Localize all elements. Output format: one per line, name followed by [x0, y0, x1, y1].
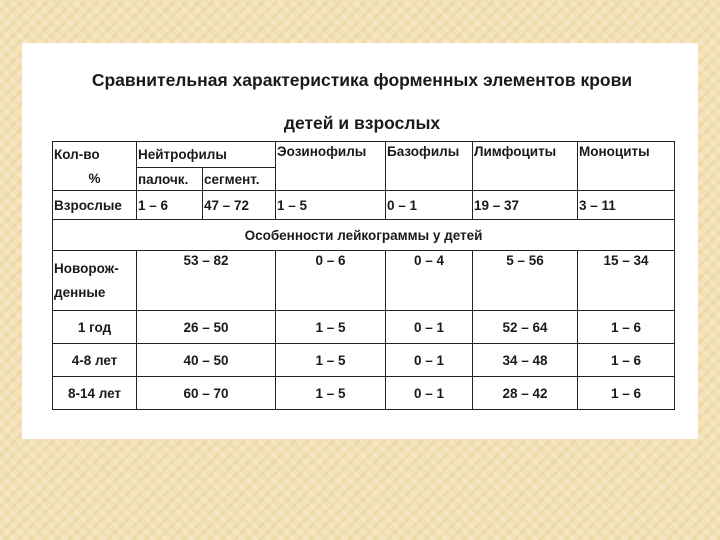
row-label	[53, 251, 137, 311]
header-band: палочк.	[137, 168, 203, 191]
cell-basophils: 0 – 1	[386, 377, 473, 410]
slide-title: Сравнительная характеристика форменных элементов крови	[91, 70, 633, 90]
cell-lymphocytes: 5 – 56	[473, 251, 578, 311]
table-row-newborns	[53, 251, 675, 311]
header-neutrophils: Нейтрофилы	[137, 142, 276, 168]
cell-neutrophils: 53 – 82	[137, 251, 276, 311]
cell-monocytes: 1 – 6	[578, 344, 675, 377]
row-label: 8-14 лет	[53, 377, 137, 410]
cell-basophils: 0 – 1	[386, 344, 473, 377]
row-label: Взрослые	[53, 191, 137, 220]
cell-neutrophils: 26 – 50	[137, 311, 276, 344]
section-title: Особенности лейкограммы у детей	[53, 220, 675, 251]
cell-neutrophils: 40 – 50	[137, 344, 276, 377]
cell-neutrophils: 60 – 70	[137, 377, 276, 410]
cell-segmented: 47 – 72	[203, 191, 276, 220]
header-lymphocytes: Лимфоциты	[473, 142, 578, 191]
cell-eosinophils: 1 – 5	[276, 191, 386, 220]
cell-monocytes: 15 – 34	[578, 251, 675, 311]
header-count: Кол-во	[53, 142, 137, 168]
row-label: 4-8 лет	[53, 344, 137, 377]
header-eosinophils: Эозинофилы	[276, 142, 386, 191]
cell-lymphocytes: 19 – 37	[473, 191, 578, 220]
row-label-line1: Новорож-	[54, 260, 119, 276]
header-percent: %	[53, 168, 137, 191]
cell-monocytes: 1 – 6	[578, 311, 675, 344]
table-row-1-year	[53, 311, 675, 344]
header-segmented: сегмент.	[203, 168, 276, 191]
cell-band: 1 – 6	[137, 191, 203, 220]
cell-basophils: 0 – 4	[386, 251, 473, 311]
cell-eosinophils: 1 – 5	[276, 344, 386, 377]
table-row-adults	[53, 191, 675, 220]
table-row-4-8-years	[53, 344, 675, 377]
cell-monocytes: 3 – 11	[578, 191, 675, 220]
header-basophils: Базофилы	[386, 142, 473, 191]
slide	[22, 43, 698, 439]
slide-title-line2: детей и взрослых	[283, 113, 441, 133]
row-label-line2: денные	[54, 284, 106, 300]
table-row-8-14-years	[53, 377, 675, 410]
leukocyte-table	[52, 141, 675, 410]
section-row	[53, 220, 675, 251]
cell-lymphocytes: 52 – 64	[473, 311, 578, 344]
cell-eosinophils: 1 – 5	[276, 377, 386, 410]
cell-basophils: 0 – 1	[386, 311, 473, 344]
cell-lymphocytes: 34 – 48	[473, 344, 578, 377]
cell-monocytes: 1 – 6	[578, 377, 675, 410]
cell-basophils: 0 – 1	[386, 191, 473, 220]
header-row	[53, 142, 675, 168]
cell-eosinophils: 1 – 5	[276, 311, 386, 344]
cell-lymphocytes: 28 – 42	[473, 377, 578, 410]
header-monocytes: Моноциты	[578, 142, 675, 191]
cell-eosinophils: 0 – 6	[276, 251, 386, 311]
row-label: 1 год	[53, 311, 137, 344]
